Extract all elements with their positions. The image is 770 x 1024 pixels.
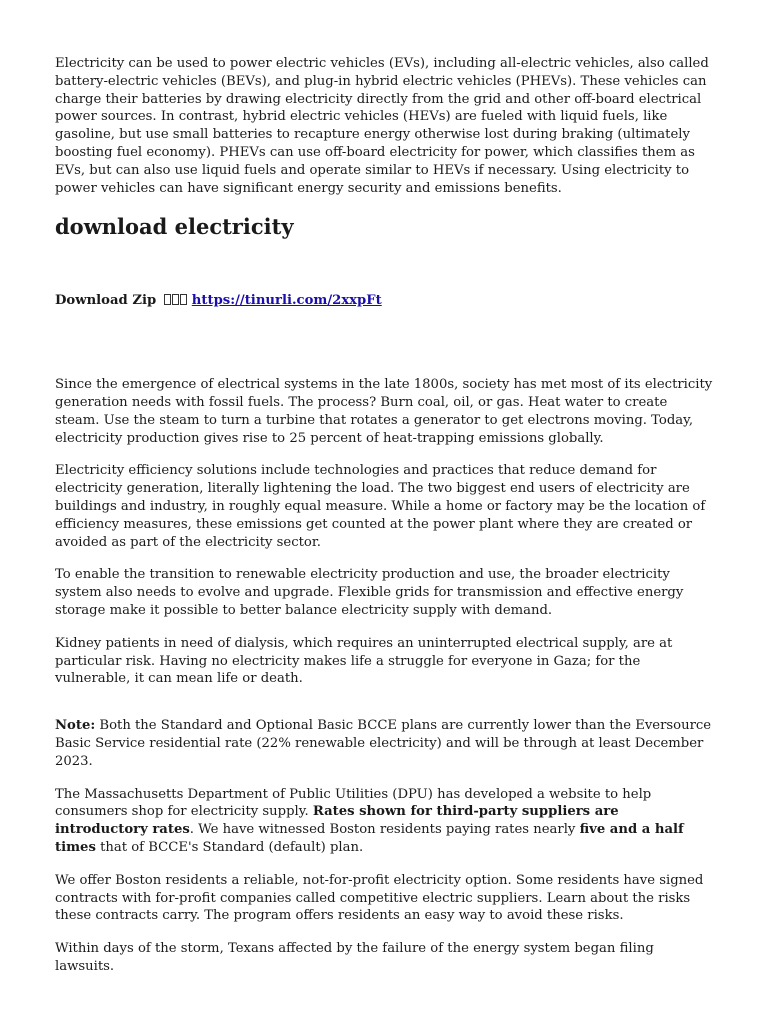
body-paragraph: To enable the transition to renewable electricity production and use, the broader electricity system also needs to evolve and upgrade. Flexible grids for transmission and effective energy storage make it possible to better balance electricity supply with demand. <box>55 567 684 618</box>
dpu-text-1: The Massachusetts Department of Public Utilities (DPU) has developed a website to help consumers shop for electricity supply. <box>55 786 652 820</box>
body-paragraph: Since the emergence of electrical systems in the late 1800s, society has met most of its electricity generation needs with fossil fuels. The process? Burn coal, oil, or gas. Heat water to create steam. Use the steam to turn a turbine that rotates a generator to get electrons moving. Today, electricity production gives rise to 25 percent of heat-trapping emissions globally. <box>55 377 713 446</box>
download-line <box>55 292 715 310</box>
note-label: Note: <box>55 718 96 734</box>
note-paragraph <box>55 717 715 770</box>
dpu-text-3: that of BCCE's Standard (default) plan. <box>95 839 364 855</box>
dpu-bold-2: five and a half times <box>55 822 684 855</box>
dpu-text-2: . We have witnessed Boston residents paying rates nearly <box>189 822 580 838</box>
body-paragraph: We offer Boston residents a reliable, not-for-profit electricity option. Some residents have signed contracts with for-profit companies called competitive electric suppliers. Learn about the risks these contracts carry. The program offers residents an easy way to avoid these risks. <box>55 872 704 924</box>
download-link[interactable]: https://tinurli.com/2xxpFt <box>191 293 382 309</box>
missing-glyph-icon <box>164 292 188 310</box>
intro-paragraph: Electricity can be used to power electric vehicles (EVs), including all-electric vehicles, also called battery-electric vehicles (BEVs), and plug-in hybrid electric vehicles (PHEVs). These vehicles can charge their batteries by drawing electricity directly from the grid and other off-board electrical power sources. In contrast, hybrid electric vehicles (HEVs) are fueled with liquid fuels, like gasoline, but use small batteries to recapture energy otherwise lost during braking (ultimately boosting fuel economy). PHEVs can use off-board electricity for power, which classifies them as EVs, but can also use liquid fuels and operate similar to HEVs if necessary. Using electricity to power vehicles can have significant energy security and emissions benefits. <box>55 56 709 196</box>
article-body <box>55 376 715 976</box>
dpu-paragraph <box>55 786 715 857</box>
body-paragraph: Within days of the storm, Texans affected by the failure of the energy system began filing lawsuits. <box>55 941 654 974</box>
note-text: Both the Standard and Optional Basic BCCE plans are currently lower than the Eversource Basic Service residential rate (22% renewable electricity) and will be through at least December 2023. <box>55 718 712 769</box>
dpu-bold-1: Rates shown for third-party suppliers are introductory rates <box>55 804 619 838</box>
body-paragraph: Electricity efficiency solutions include technologies and practices that reduce demand for electricity generation, literally lightening the load. The two biggest end users of electricity are buildings and industry, in roughly equal measure. While a home or factory may be the location of efficiency measures, these emissions get counted at the power plant where they are created or avoided as part of the electricity sector. <box>55 463 706 550</box>
download-label: Download Zip <box>55 293 157 309</box>
page-heading: download electricity <box>55 214 294 240</box>
body-paragraph: Kidney patients in need of dialysis, which requires an uninterrupted electrical supply, are at particular risk. Having no electricity makes life a struggle for everyone in Gaza; for the vulnerable, it can mean life or death. <box>55 635 673 687</box>
